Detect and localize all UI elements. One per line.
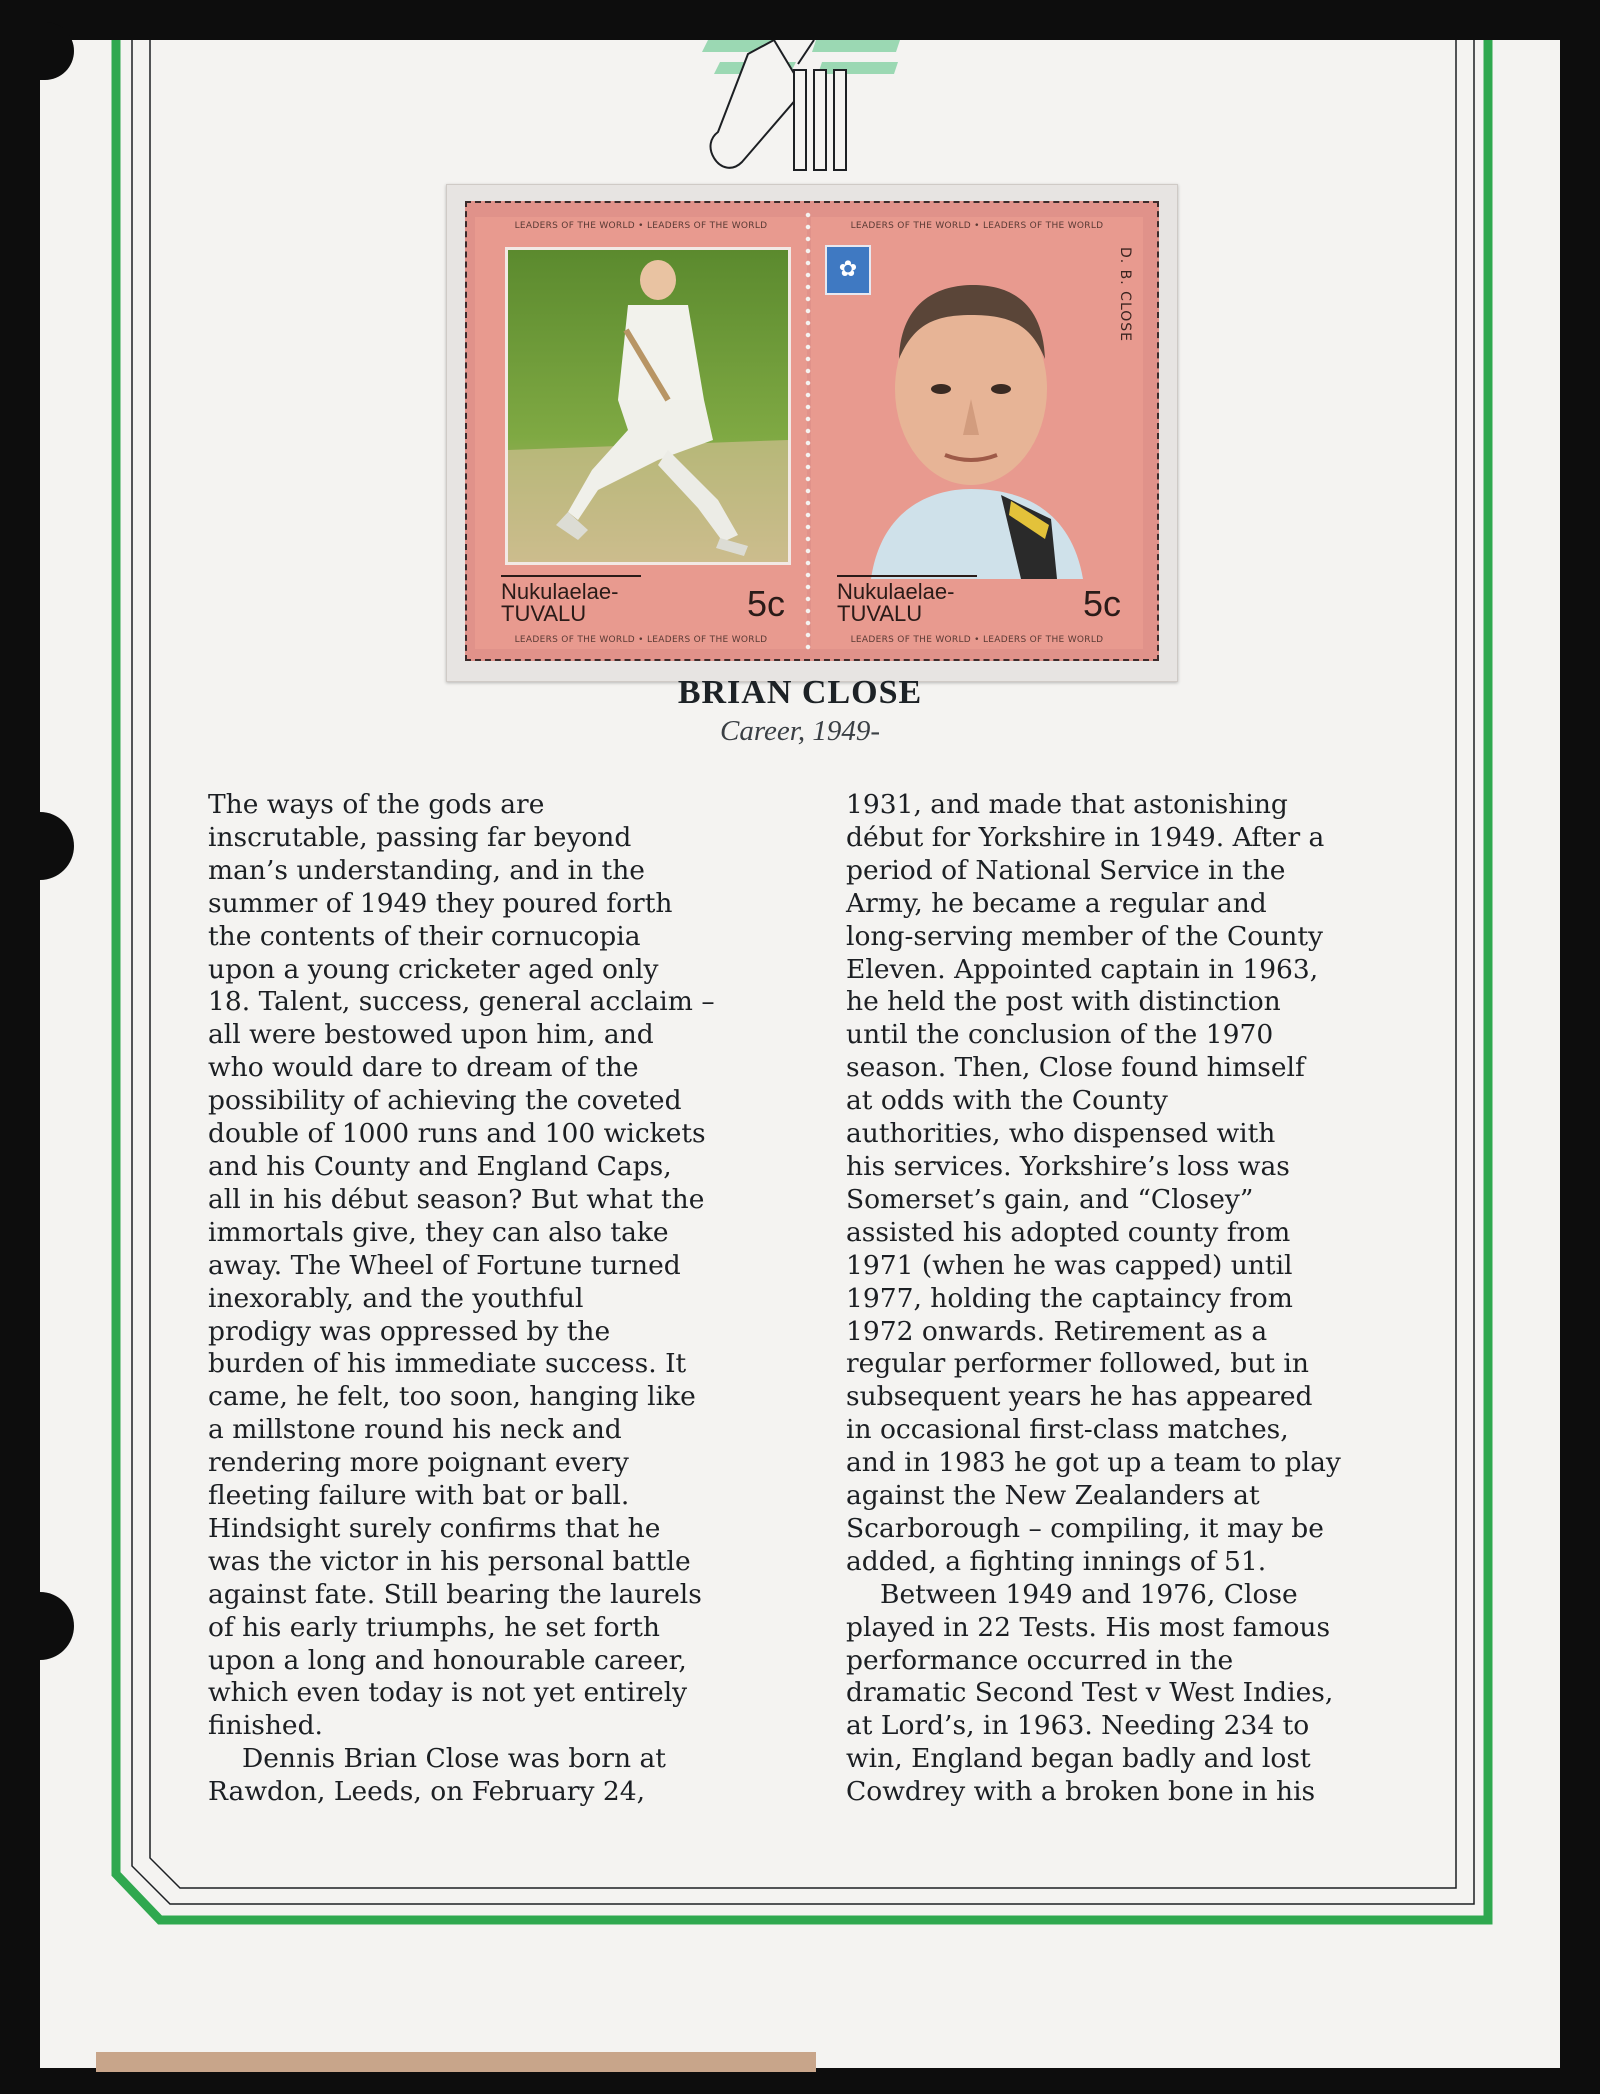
stamp-batting (475, 217, 807, 649)
stamp-mount (446, 184, 1178, 682)
text-line: Army, he became a regular and (846, 887, 1267, 919)
text-line: burden of his immediate success. It (208, 1348, 687, 1380)
country-line1: Nukulaelae- (501, 579, 619, 604)
text-line: finished. (208, 1710, 323, 1742)
text-line: came, he felt, too soon, hanging like (208, 1381, 696, 1413)
stamp-banner-bottom: LEADERS OF THE WORLD • LEADERS OF THE WORLD (514, 635, 768, 645)
stamp-value: 5c (1082, 583, 1121, 624)
text-line: who would dare to dream of the (208, 1052, 639, 1084)
text-line: début for Yorkshire in 1949. After a (846, 821, 1325, 853)
text-line: at odds with the County (846, 1085, 1168, 1117)
text-line: assisted his adopted county from (846, 1216, 1291, 1248)
text-line: in occasional first-class matches, (846, 1414, 1289, 1446)
text-line: long-serving member of the County (846, 920, 1323, 952)
text-line: 18. Talent, success, general acclaim – (208, 986, 715, 1018)
stamp-value: 5c (746, 583, 785, 624)
text-line: period of National Service in the (846, 854, 1286, 886)
country-line2: TUVALU (837, 601, 923, 626)
text-line: which even today is not yet entirely (208, 1677, 688, 1709)
text-line: season. Then, Close found himself (846, 1052, 1305, 1084)
text-line: played in 22 Tests. His most famous (846, 1611, 1331, 1643)
text-line: win, England began badly and lost (846, 1743, 1311, 1775)
text-line: inscrutable, passing far beyond (208, 821, 632, 853)
text-line: Scarborough – compiling, it may be (846, 1512, 1324, 1544)
text-line: at Lord’s, in 1963. Needing 234 to (846, 1710, 1310, 1742)
stamp-banner-top: LEADERS OF THE WORLD • LEADERS OF THE WORLD (514, 221, 768, 231)
article-column-right (846, 789, 1341, 1809)
text-line: prodigy was oppressed by the (208, 1315, 611, 1347)
text-line: upon a young cricketer aged only (208, 953, 659, 985)
text-line: he held the post with distinction (846, 986, 1281, 1018)
stamp-country (501, 575, 641, 625)
text-line: added, a fighting innings of 51. (846, 1545, 1267, 1577)
text-line: Hindsight surely confirms that he (208, 1512, 661, 1544)
text-line: possibility of achieving the coveted (208, 1085, 682, 1117)
text-line: a millstone round his neck and (208, 1414, 622, 1446)
text-line: his services. Yorkshire’s loss was (846, 1150, 1290, 1182)
text-line: Rawdon, Leeds, on February 24, (208, 1776, 646, 1808)
stamp-pair (465, 201, 1159, 661)
text-line: and in 1983 he got up a team to play (846, 1447, 1341, 1479)
text-line: regular performer followed, but in (846, 1348, 1309, 1380)
cricket-bat-stumps-logo (686, 40, 916, 180)
text-line: all in his début season? But what the (208, 1183, 705, 1215)
text-line: and his County and England Caps, (208, 1150, 672, 1182)
page-subtitle: Career, 1949- (719, 715, 881, 747)
text-line: Dennis Brian Close was born at (242, 1743, 666, 1775)
text-line: rendering more poignant every (208, 1447, 629, 1479)
text-line: away. The Wheel of Fortune turned (208, 1249, 681, 1281)
text-line: dramatic Second Test v West Indies, (846, 1677, 1334, 1709)
cricketer-batting-photo (505, 247, 791, 565)
stamp-portrait (811, 217, 1143, 649)
text-line: the contents of their cornucopia (208, 920, 641, 952)
country-line1: Nukulaelae- (837, 579, 955, 604)
stamp-player-name: D. B. CLOSE (1117, 247, 1133, 343)
text-line: 1972 onwards. Retirement as a (846, 1315, 1268, 1347)
text-line: summer of 1949 they poured forth (208, 887, 673, 919)
text-line: against the New Zealanders at (846, 1480, 1260, 1512)
text-line: against fate. Still bearing the laurels (208, 1578, 702, 1610)
text-line: Cowdrey with a broken bone in his (846, 1776, 1316, 1808)
text-line: immortals give, they can also take (208, 1216, 669, 1248)
text-line: 1977, holding the captaincy from (846, 1282, 1293, 1314)
underlying-page-edge (96, 2052, 816, 2072)
stamp-banner-top: LEADERS OF THE WORLD • LEADERS OF THE WORLD (850, 221, 1104, 231)
page-title: BRIAN CLOSE (677, 674, 923, 711)
text-line: Somerset’s gain, and “Closey” (846, 1183, 1254, 1215)
text-line: fleeting failure with bat or ball. (208, 1480, 630, 1512)
text-line: authorities, who dispensed with (846, 1118, 1276, 1150)
text-line: double of 1000 runs and 100 wickets (208, 1118, 706, 1150)
text-line: performance occurred in the (846, 1644, 1234, 1676)
text-line: man’s understanding, and in the (208, 854, 645, 886)
yorkshire-rose-crest-icon: ✿ (825, 245, 871, 295)
text-line: upon a long and honourable career, (208, 1644, 687, 1676)
text-line: Between 1949 and 1976, Close (880, 1578, 1298, 1610)
country-line2: TUVALU (501, 601, 587, 626)
text-line: of his early triumphs, he set forth (208, 1611, 660, 1643)
text-line: was the victor in his personal battle (208, 1545, 691, 1577)
text-line: all were bestowed upon him, and (208, 1019, 654, 1051)
text-line: subsequent years he has appeared (846, 1381, 1313, 1413)
text-line: 1931, and made that astonishing (846, 789, 1288, 820)
text-line: Eleven. Appointed captain in 1963, (846, 953, 1319, 985)
text-line: until the conclusion of the 1970 (846, 1019, 1274, 1051)
text-line: inexorably, and the youthful (208, 1282, 584, 1314)
text-line: 1971 (when he was capped) until (846, 1249, 1293, 1281)
article-column-left (208, 789, 715, 1809)
text-line: The ways of the gods are (208, 789, 545, 820)
stamp-country (837, 575, 977, 625)
stamp-banner-bottom: LEADERS OF THE WORLD • LEADERS OF THE WORLD (850, 635, 1104, 645)
